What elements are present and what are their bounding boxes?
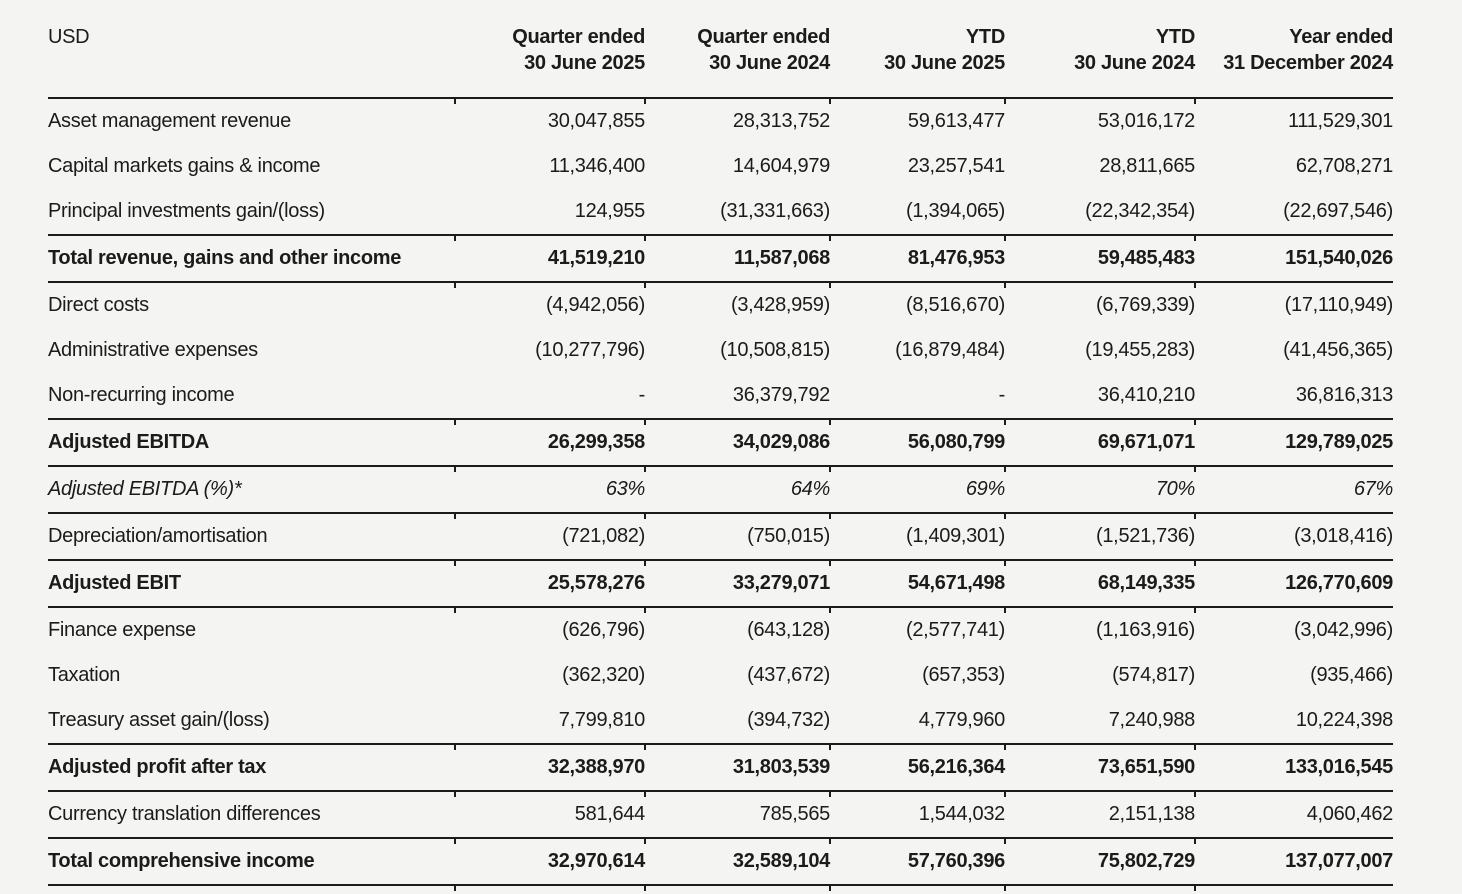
value-cell: (935,466) bbox=[1310, 663, 1393, 686]
value-cell: 32,589,104 bbox=[645, 838, 830, 885]
column-header-line1: YTD bbox=[1155, 26, 1195, 48]
value-cell: (17,110,949) bbox=[1284, 293, 1393, 316]
value-cell: (574,817) bbox=[1112, 663, 1195, 686]
value-cell: 2,151,138 bbox=[1005, 791, 1195, 838]
value-cell: (437,672) bbox=[747, 663, 830, 686]
value-cell: 56,080,799 bbox=[830, 419, 1005, 466]
value-cell: 7,240,988 bbox=[1005, 698, 1195, 744]
value-cell: 4,779,960 bbox=[830, 698, 1005, 744]
value-cell: (22,697,546) bbox=[1195, 189, 1393, 235]
value-cell: 124,955 bbox=[455, 189, 645, 235]
value-cell: 32,388,970 bbox=[455, 744, 645, 791]
value-cell: 23,257,541 bbox=[907, 154, 1005, 177]
value-cell: 34,029,086 bbox=[645, 419, 830, 466]
value-cell: 32,970,614 bbox=[455, 838, 645, 885]
value-cell: 59,613,477 bbox=[907, 109, 1005, 132]
value-cell: (750,015) bbox=[645, 513, 830, 560]
value-cell: 7,799,810 bbox=[455, 698, 645, 744]
value-cell: 69% bbox=[830, 466, 1005, 513]
column-header-line1: Year ended bbox=[1289, 26, 1393, 48]
table-row-adjusted-ebitda-margin bbox=[48, 466, 1393, 513]
value-cell: (19,455,283) bbox=[1085, 338, 1195, 361]
value-cell: 73,651,590 bbox=[1005, 744, 1195, 791]
table-header-row bbox=[48, 24, 1393, 98]
value-cell: 62,708,271 bbox=[1295, 154, 1393, 177]
row-label: Depreciation/amortisation bbox=[48, 513, 455, 560]
value-cell: (16,879,484) bbox=[895, 338, 1005, 361]
currency-label: USD bbox=[48, 24, 455, 98]
column-header-q2-2025 bbox=[455, 24, 645, 98]
row-label: Non-recurring income bbox=[48, 373, 455, 419]
value-cell: 63% bbox=[455, 466, 645, 513]
table-row-total-comprehensive-income bbox=[48, 838, 1393, 885]
value-cell: 68,149,335 bbox=[1005, 560, 1195, 607]
value-cell: (8,516,670) bbox=[906, 293, 1005, 316]
table-row-adjusted-ebit bbox=[48, 560, 1393, 607]
value-cell: 67% bbox=[1195, 466, 1393, 513]
value-cell: 33,279,071 bbox=[645, 560, 830, 607]
row-label: Total comprehensive income bbox=[48, 838, 455, 885]
value-cell: (3,018,416) bbox=[1195, 513, 1393, 560]
value-cell: 54,671,498 bbox=[830, 560, 1005, 607]
value-cell: 14,604,979 bbox=[732, 154, 830, 177]
table-row-finance-expense bbox=[48, 607, 1393, 653]
column-header-fy-2024 bbox=[1195, 24, 1393, 98]
table-row-non-recurring-income bbox=[48, 373, 1393, 419]
column-header-ytd-2025 bbox=[830, 24, 1005, 98]
value-cell: 64% bbox=[645, 466, 830, 513]
value-cell: 126,770,609 bbox=[1195, 560, 1393, 607]
value-cell: 4,060,462 bbox=[1195, 791, 1393, 838]
value-cell: 26,299,358 bbox=[455, 419, 645, 466]
table-row-currency-translation bbox=[48, 791, 1393, 838]
row-label: Total revenue, gains and other income bbox=[48, 235, 455, 282]
value-cell: 133,016,545 bbox=[1195, 744, 1393, 791]
table-row-total-revenue bbox=[48, 235, 1393, 282]
value-cell: (10,277,796) bbox=[535, 338, 645, 361]
row-label: Finance expense bbox=[48, 618, 196, 641]
value-cell: 70% bbox=[1005, 466, 1195, 513]
value-cell: (3,042,996) bbox=[1294, 618, 1393, 641]
row-label: Adjusted EBITDA (%)* bbox=[48, 466, 455, 513]
value-cell: (626,796) bbox=[562, 618, 645, 641]
row-label: Taxation bbox=[48, 663, 121, 686]
value-cell: 36,816,313 bbox=[1195, 373, 1393, 419]
value-cell: 56,216,364 bbox=[830, 744, 1005, 791]
column-header-q2-2024 bbox=[645, 24, 830, 98]
value-cell: (2,577,741) bbox=[906, 618, 1005, 641]
value-cell: 53,016,172 bbox=[1097, 109, 1195, 132]
value-cell: (657,353) bbox=[922, 663, 1005, 686]
value-cell: (4,942,056) bbox=[546, 293, 645, 316]
value-cell: (10,508,815) bbox=[720, 338, 830, 361]
table-row-direct-costs bbox=[48, 282, 1393, 328]
value-cell: 75,802,729 bbox=[1005, 838, 1195, 885]
column-header-line2: 30 June 2024 bbox=[1074, 52, 1195, 75]
row-label: Adjusted EBITDA bbox=[48, 419, 455, 466]
value-cell: 30,047,855 bbox=[547, 109, 645, 132]
table-row-asset-management-revenue bbox=[48, 98, 1393, 144]
value-cell: (721,082) bbox=[455, 513, 645, 560]
value-cell: 10,224,398 bbox=[1195, 698, 1393, 744]
value-cell: 11,587,068 bbox=[645, 235, 830, 282]
table-row-treasury-asset bbox=[48, 698, 1393, 744]
value-cell: 25,578,276 bbox=[455, 560, 645, 607]
row-label: Adjusted EBIT bbox=[48, 560, 455, 607]
value-cell: (41,456,365) bbox=[1283, 338, 1393, 361]
value-cell: (6,769,339) bbox=[1096, 293, 1195, 316]
column-header-ytd-2024 bbox=[1005, 24, 1195, 98]
value-cell: 81,476,953 bbox=[830, 235, 1005, 282]
value-cell: 36,410,210 bbox=[1005, 373, 1195, 419]
table-row-administrative-expenses bbox=[48, 328, 1393, 373]
value-cell: (3,428,959) bbox=[731, 293, 830, 316]
value-cell: 36,379,792 bbox=[645, 373, 830, 419]
row-label: Currency translation differences bbox=[48, 791, 455, 838]
value-cell: 31,803,539 bbox=[645, 744, 830, 791]
income-statement-table bbox=[48, 24, 1393, 886]
row-label: Principal investments gain/(loss) bbox=[48, 189, 455, 235]
column-header-line1: YTD bbox=[965, 26, 1005, 48]
value-cell: (1,163,916) bbox=[1096, 618, 1195, 641]
value-cell: 59,485,483 bbox=[1005, 235, 1195, 282]
value-cell: 57,760,396 bbox=[830, 838, 1005, 885]
value-cell: 28,313,752 bbox=[732, 109, 830, 132]
row-label: Adjusted profit after tax bbox=[48, 744, 455, 791]
table-row-taxation bbox=[48, 653, 1393, 698]
table-row-depreciation-amortisation bbox=[48, 513, 1393, 560]
value-cell: (643,128) bbox=[747, 618, 830, 641]
value-cell: 581,644 bbox=[455, 791, 645, 838]
row-label: Treasury asset gain/(loss) bbox=[48, 698, 455, 744]
value-cell: (362,320) bbox=[562, 663, 645, 686]
value-cell: - bbox=[830, 373, 1005, 419]
value-cell: 28,811,665 bbox=[1099, 154, 1195, 177]
value-cell: 137,077,007 bbox=[1195, 838, 1393, 885]
value-cell: 111,529,301 bbox=[1288, 109, 1393, 132]
value-cell: 129,789,025 bbox=[1195, 419, 1393, 466]
value-cell: 1,544,032 bbox=[830, 791, 1005, 838]
row-label: Direct costs bbox=[48, 293, 149, 316]
column-header-line2: 30 June 2024 bbox=[709, 52, 830, 75]
column-header-line2: 31 December 2024 bbox=[1223, 52, 1393, 75]
value-cell: 41,519,210 bbox=[455, 235, 645, 282]
row-label: Capital markets gains & income bbox=[48, 154, 321, 177]
value-cell: (1,394,065) bbox=[830, 189, 1005, 235]
column-header-line1: Quarter ended bbox=[512, 26, 645, 48]
table-row-principal-investments bbox=[48, 189, 1393, 235]
table-row-capital-markets bbox=[48, 144, 1393, 189]
row-label: Asset management revenue bbox=[48, 109, 291, 132]
column-header-line2: 30 June 2025 bbox=[884, 52, 1005, 75]
value-cell: 785,565 bbox=[645, 791, 830, 838]
value-cell: (31,331,663) bbox=[645, 189, 830, 235]
value-cell: (22,342,354) bbox=[1005, 189, 1195, 235]
table-row-adjusted-profit-after-tax bbox=[48, 744, 1393, 791]
value-cell: - bbox=[455, 373, 645, 419]
value-cell: (394,732) bbox=[645, 698, 830, 744]
value-cell: (1,409,301) bbox=[830, 513, 1005, 560]
column-header-line2: 30 June 2025 bbox=[524, 52, 645, 75]
value-cell: 69,671,071 bbox=[1005, 419, 1195, 466]
table-row-adjusted-ebitda bbox=[48, 419, 1393, 466]
value-cell: 151,540,026 bbox=[1195, 235, 1393, 282]
value-cell: 11,346,400 bbox=[549, 154, 645, 177]
row-label: Administrative expenses bbox=[48, 338, 258, 361]
value-cell: (1,521,736) bbox=[1005, 513, 1195, 560]
column-header-line1: Quarter ended bbox=[697, 26, 830, 48]
